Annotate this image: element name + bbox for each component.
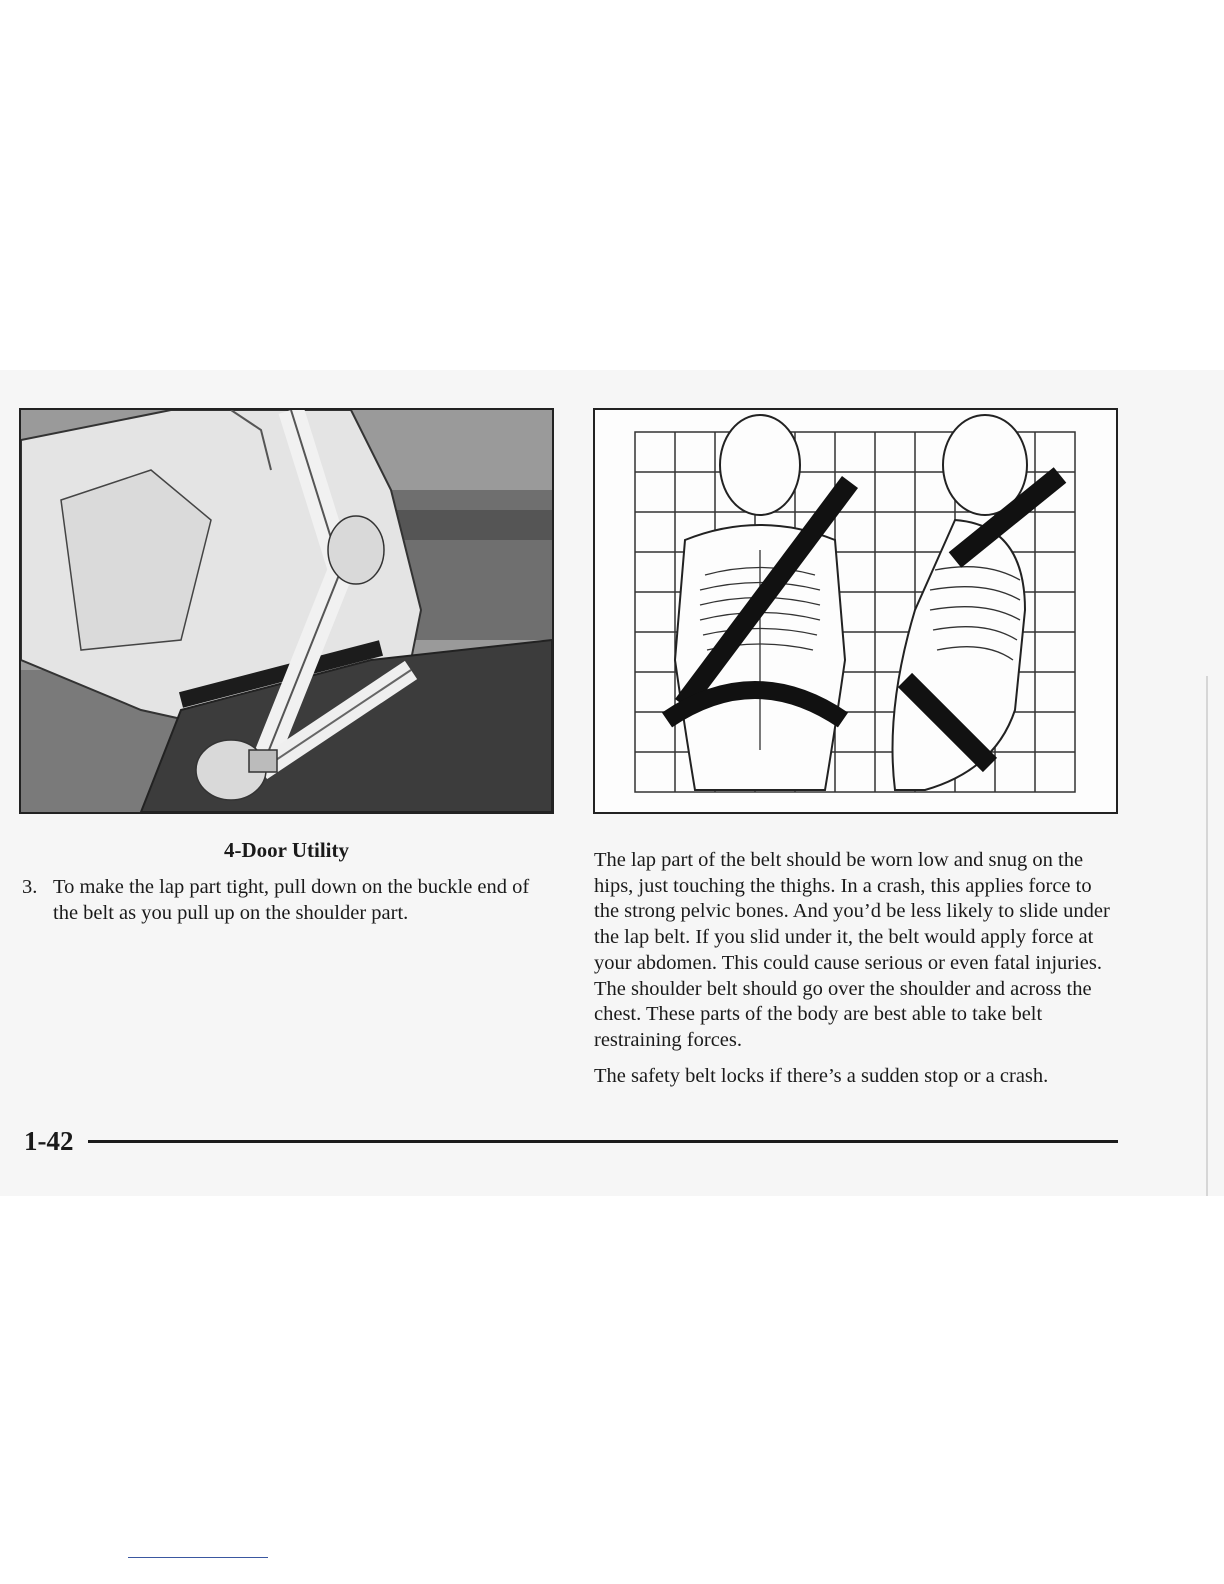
- page-number: 1-42: [24, 1126, 74, 1156]
- skeleton-belt-diagram-illustration: [595, 410, 1116, 812]
- paragraph-belt-locks: The safety belt locks if there’s a sudden stop or a crash.: [594, 1064, 1049, 1087]
- seatbelt-photo: [19, 408, 554, 814]
- seatbelt-photo-illustration: [21, 410, 552, 812]
- page-edge-shadow: [1206, 676, 1208, 1196]
- skeleton-belt-diagram: [593, 408, 1118, 814]
- step-3: [22, 874, 552, 926]
- paragraph-lap-belt: The lap part of the belt should be worn low and snug on the hips, just touching the thighs. In a crash, this applies force to the strong pelvic bones. And you’d be less likely to slide under the lap belt. If you slid under it, the belt would apply force at your abdomen. This could cause serious or even fatal injuries. The shoulder belt should go over the shoulder and across the chest. These parts of the body are best able to take belt restraining forces.: [594, 849, 1110, 1051]
- footer-rule: [88, 1140, 1118, 1143]
- figure-caption: 4-Door Utility: [223, 838, 349, 862]
- step-number: 3.: [22, 876, 38, 898]
- bottom-link-rule: [128, 1557, 268, 1558]
- step-text: To make the lap part tight, pull down on the buckle end of the belt as you pull up on the shoulder part.: [53, 876, 530, 924]
- body-text: [594, 848, 1118, 1099]
